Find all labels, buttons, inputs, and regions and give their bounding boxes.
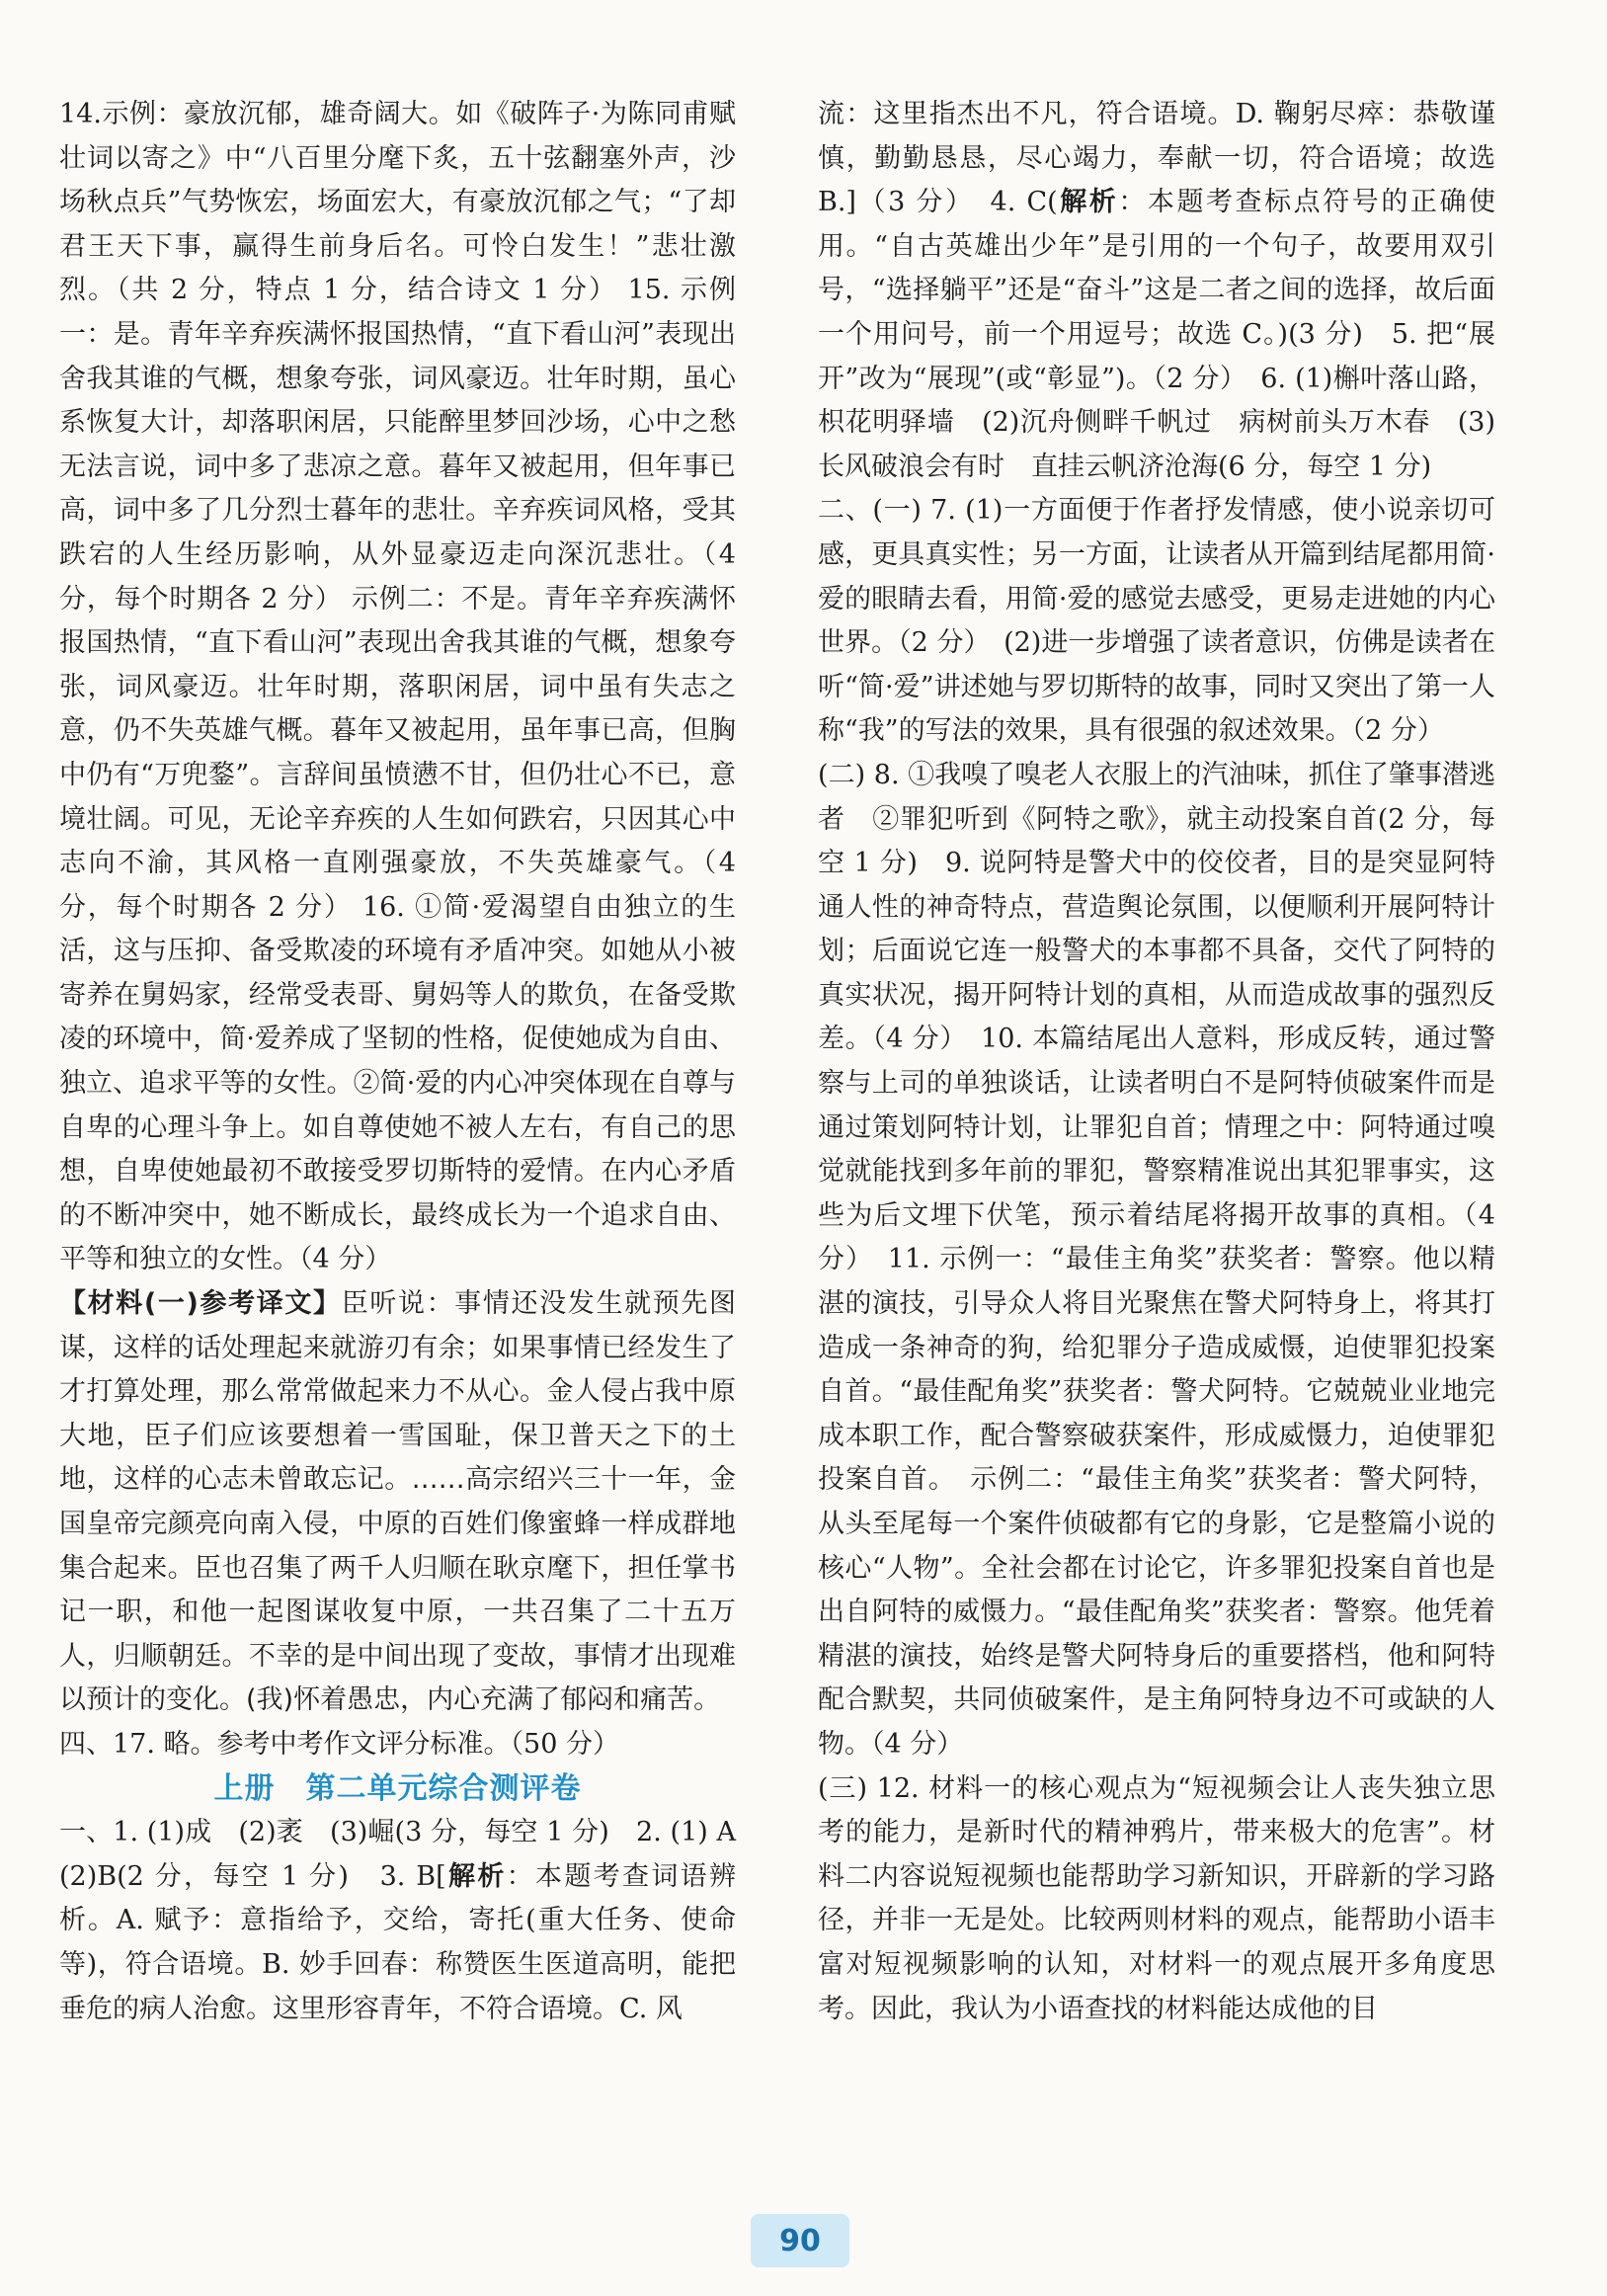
answer-block-14-16: 14.示例：豪放沉郁，雄奇阔大。如《破阵子·为陈同甫赋壮词以寄之》中“八百里分麾下炙，五十弦翻塞外声，沙场秋点兵”气势恢宏，场面宏大，有豪放沉郁之气；“了却君王天下事，赢得生前身后名。可怜白发生！”悲壮激烈。（共 2 分，特点 1 分，结合诗文 1 分） 15. 示例一：是。青年辛弃疾满怀报国热情，“直下看山河”表现出舍我其谁的气概，想象夸张，词风豪迈。壮年时期，虽心系恢复大计，却落职闲居，只能醉里梦回沙场，心中之愁无法言说，词中多了悲凉之意。暮年又被起用，但年事已高，词中多了几分烈士暮年的悲壮。辛弃疾词风格，受其跌宕的人生经历影响，从外显豪迈走向深沉悲壮。（4 分，每个时期各 2 分） 示例二：不是。青年辛弃疾满怀报国热情，“直下看山河”表现出舍我其谁的气概，想象夸张，词风豪迈。壮年时期，落职闲居，词中虽有失志之意，仍不失英雄气概。暮年又被起用，虽年事已高，但胸中仍有“万兜鍪”。言辞间虽愤懑不甘，但仍壮心不已，意境壮阔。可见，无论辛弃疾的人生如何跌宕，只因其心中志向不渝，其风格一直刚强豪放，不失英雄豪气。（4 分，每个时期各 2 分） 16. ①简·爱渴望自由独立的生活，这与压抑、备受欺凌的环境有矛盾冲突。如她从小被寄养在舅妈家，经常受表哥、舅妈等人的欺负，在备受欺凌的环境中，简·爱养成了坚韧的性格，促使她成为自由、独立、追求平等的女性。②简·爱的内心冲突体现在自尊与自卑的心理斗争上。如自尊使她不被人左右，有自己的思想，自卑使她最初不敢接受罗切斯特的爱情。在内心矛盾的不断冲突中，她不断成长，最终成长为一个追求自由、平等和独立的女性。（4 分） <box>59 99 736 1275</box>
answer-3-analysis: ：本题考查词语辨析。A. 赋予：意指给予，交给，寄托(重大任务、使命等)，符合语境。B. 妙手回春：称赞医生医道高明，能把垂危的病人治愈。这里形容青年，不符合语境。C. 风 <box>59 1860 737 2024</box>
answer-3-6-text: 流：这里指杰出不凡，符合语境。D. 鞠躬尽瘁：恭敬谨慎，勤勤恳恳，尽心竭力，奉献一切，符合语境；故选 B.]（3 分） 4. C( <box>818 99 1495 218</box>
translation-paragraph <box>59 1282 736 1723</box>
analysis-label: 解析 <box>1057 187 1119 218</box>
page-number: 90 <box>751 2214 849 2267</box>
answer-1-3-text: 一、1. (1)成 (2)袤 (3)崛(3 分，每空 1 分) 2. (1) A (2)B(2 分，每空 1 分) 3. B[ <box>59 1817 763 1892</box>
section-heading: 上册 第二单元综合测评卷 <box>213 1770 582 1806</box>
right-column <box>818 93 1495 2031</box>
answer-4-6-text: ：本题考查标点符号的正确使用。“自古英雄出少年”是引用的一个句子，故要用双引号，“选择躺平”还是“奋斗”这是二者之间的选择，故后面一个用问号，前一个用逗号；故选 C。)(3 分) 5. 把“展开”改为“展现”(或“彰显”)。（2 分） 6. (1)槲叶落山路，枳花明驿墙 (2)沉舟侧畔千帆过 病树前头万木春 (3)长风破浪会有时 直挂云帆济沧海(6 分，每空 1 分) <box>818 187 1496 482</box>
translation-label: 【材料(一)参考译文】 <box>59 1288 342 1320</box>
translation-text: 臣听说：事情还没发生就预先图谋，这样的话处理起来就游刃有余；如果事情已经发生了才打算处理，那么常常做起来力不从心。金人侵占我中原大地，臣子们应该要想着一雪国耻，保卫普天之下的土地，这样的心志未曾敢忘记。……高宗绍兴三十一年，金国皇帝完颜亮向南入侵，中原的百姓们像蜜蜂一样成群地集合起来。臣也召集了两千人归顺在耿京麾下，担任掌书记一职，和他一起图谋收复中原，一共召集了二十五万人，归顺朝廷。不幸的是中间出现了变故，事情才出现难以预计的变化。(我)怀着愚忠，内心充满了郁闷和痛苦。 <box>59 1288 736 1716</box>
answer-17: 四、17. 略。参考中考作文评分标准。（50 分） <box>59 1728 619 1760</box>
answer-block-7: 二、(一) 7. (1)一方面便于作者抒发情感，使小说亲切可感，更具真实性；另一方面，让读者从开篇到结尾都用简·爱的眼睛去看，用简·爱的感觉去感受，更易走进她的内心世界。（2 分） (2)进一步增强了读者意识，仿佛是读者在听“简·爱”讲述她与罗切斯特的故事，同时又突出了第一人称“我”的写法的效果，具有很强的叙述效果。（2 分） <box>818 495 1495 747</box>
answer-block-1-3 <box>59 1811 763 2031</box>
left-column <box>59 93 763 2031</box>
analysis-label: 解析 <box>445 1860 507 1892</box>
answer-block-3-6 <box>818 93 1495 489</box>
answer-block-8-11: (二) 8. ①我嗅了嗅老人衣服上的汽油味，抓住了肇事潜逃者 ②罪犯听到《阿特之歌》，就主动投案自首(2 分，每空 1 分) 9. 说阿特是警犬中的佼佼者，目的是突显阿特通人性的神奇特点，营造舆论氛围，以便顺利开展阿特计划；后面说它连一般警犬的本事都不具备，交代了阿特的真实状况，揭开阿特计划的真相，从而造成故事的强烈反差。（4 分） 10. 本篇结尾出人意料，形成反转，通过警察与上司的单独谈话，让读者明白不是阿特侦破案件而是通过策划阿特计划，让罪犯自首；情理之中：阿特通过嗅觉就能找到多年前的罪犯，警察精准说出其犯罪事实，这些为后文埋下伏笔，预示着结尾将揭开故事的真相。（4 分） 11. 示例一：“最佳主角奖”获奖者：警察。他以精湛的演技，引导众人将目光聚焦在警犬阿特身上，将其打造成一条神奇的狗，给犯罪分子造成威慑，迫使罪犯投案自首。“最佳配角奖”获奖者：警犬阿特。它兢兢业业地完成本职工作，配合警察破获案件，形成威慑力，迫使罪犯投案自首。 示例二：“最佳主角奖”获奖者：警犬阿特，从头至尾每一个案件侦破都有它的身影，它是整篇小说的核心“人物”。全社会都在讨论它，许多罪犯投案自首也是出自阿特的威慑力。“最佳配角奖”获奖者：警察。他凭着精湛的演技，始终是警犬阿特身后的重要搭档，他和阿特配合默契，共同侦破案件，是主角阿特身边不可或缺的人物。（4 分） <box>818 759 1495 1760</box>
answer-block-12: (三) 12. 材料一的核心观点为“短视频会让人丧失独立思考的能力，是新时代的精神鸦片，带来极大的危害”。材料二内容说短视频也能帮助学习新知识，开辟新的学习路径，并非一无是处。比较两则材料的观点，能帮助小语丰富对短视频影响的认知，对材料一的观点展开多角度思考。因此，我认为小语查找的材料能达成他的目 <box>818 1772 1495 2024</box>
